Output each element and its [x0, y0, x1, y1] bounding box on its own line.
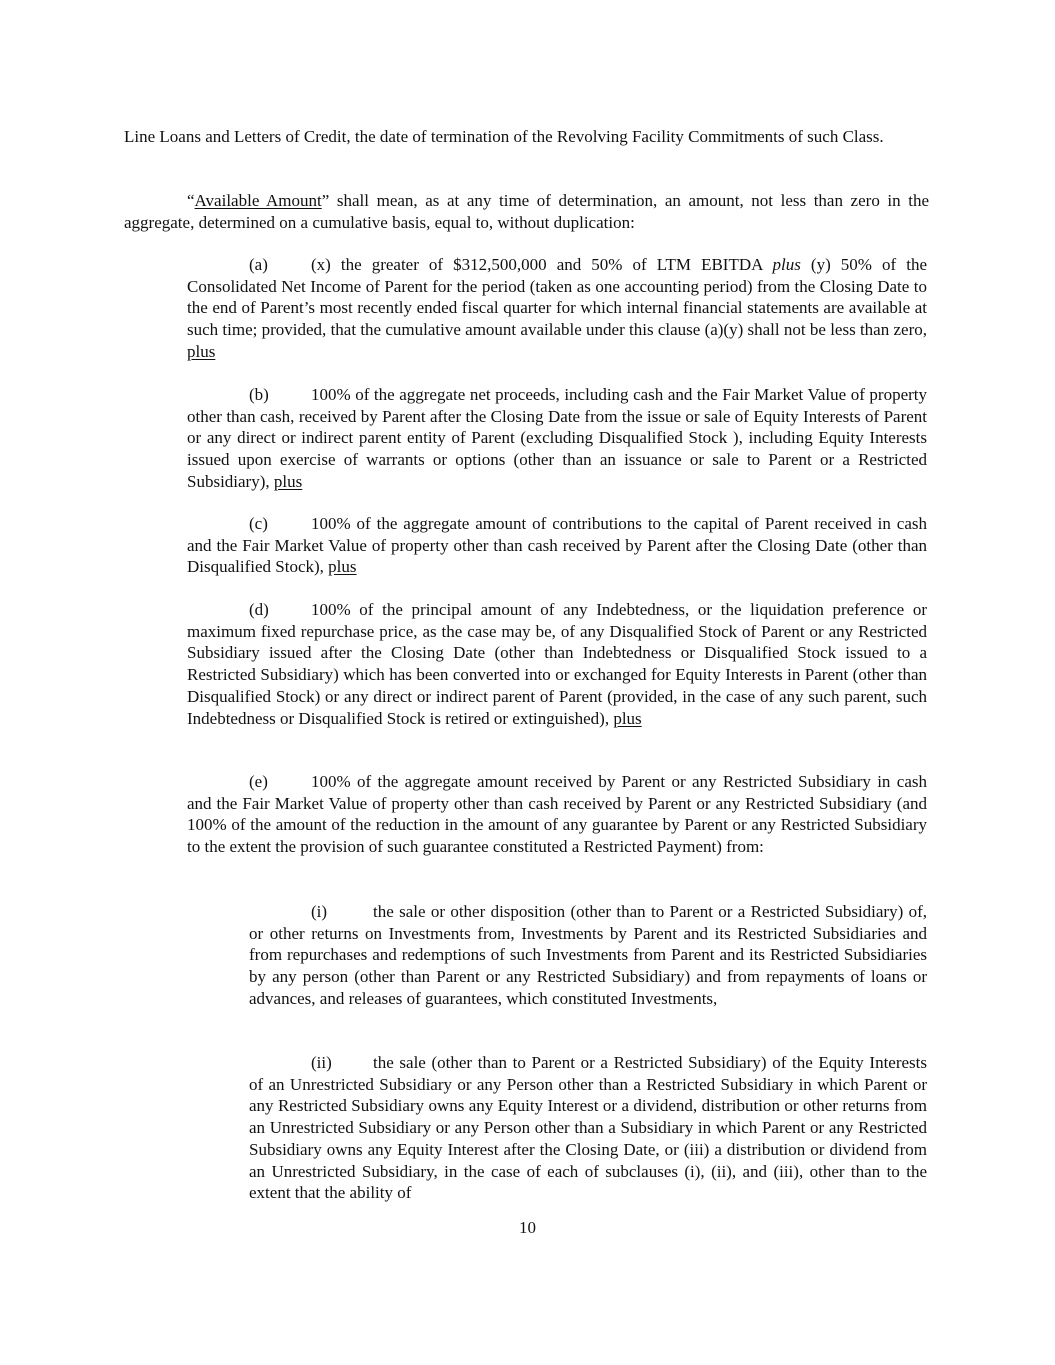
subclause-ii: [249, 1052, 927, 1204]
defined-term: Available Amount: [194, 191, 322, 210]
subclause-i-label: (i): [311, 902, 328, 921]
subclause-i: [249, 901, 927, 1010]
clause-b-text: 100% of the aggregate net proceeds, including cash and the Fair Market Value of property other than cash, received by Parent after the Closing Date from the issue or sale of Equity Interests of Parent or any direct or indirect parent entity of Parent (excluding Disqualified Stock ), including Equity Interests issued upon exercise of warrants or options (other than an issuance or sale to Parent or a Restricted Subsidiary),: [187, 385, 927, 491]
clause-c-plus: plus: [328, 557, 357, 577]
clause-d: [187, 599, 927, 729]
page-number: 10: [519, 1218, 536, 1237]
clause-b-plus: plus: [273, 471, 303, 491]
subclause-ii-label: (ii): [311, 1053, 332, 1072]
definition-text: shall mean, as at any time of determination, an amount, not less than zero in the aggregate, determined on a cumulative basis, equal to, without duplication:: [124, 191, 929, 232]
clause-d-text: 100% of the principal amount of any Indebtedness, or the liquidation preference or maximum fixed repurchase price, as the case may be, of any Disqualified Stock of Parent or any Restricted Subsidiary issued after the Closing Date (other than Indebtedness or Disqualified Stock issued to a Restricted Subsidiary) which has been converted into or exchanged for Equity Interests in Parent (other than Disqualified Stock) or any direct or indirect parent of Parent (provided, in the case of any such parent, such Indebtedness or Disqualified Stock is retired or extinguished),: [187, 600, 927, 728]
clause-a-italic-plus: plus: [772, 255, 801, 274]
clause-a-label: (a): [249, 255, 268, 274]
clause-e-label: (e): [249, 772, 268, 791]
open-quote: “: [187, 191, 195, 210]
clause-b-label: (b): [249, 385, 269, 404]
clause-d-plus: plus: [613, 708, 642, 728]
clause-a: [187, 254, 927, 363]
clause-e-text: 100% of the aggregate amount received by Parent or any Restricted Subsidiary in cash and the Fair Market Value of property other than cash received by Parent or any Restricted Subsidiary (and 100% of the amount of the reduction in the amount of any guarantee by Parent or any Restricted Subsidiary to the extent the provision of such guarantee constituted a Restricted Payment) from:: [187, 772, 927, 857]
clause-d-label: (d): [249, 600, 269, 619]
clause-e: [187, 771, 927, 858]
subclause-i-text: the sale or other disposition (other than to Parent or a Restricted Subsidiary) of, or other returns on Investments from, Investments by Parent and its Restricted Subsidiaries and from repurchases and redemptions of such Investments from Parent and its Restricted Subsidiaries by any person (other than Parent or any Restricted Subsidiary) and from repayments of loans or advances, and releases of guarantees, which constituted Investments,: [249, 902, 927, 1008]
continuation-paragraph: Line Loans and Letters of Credit, the date of termination of the Revolving Facility Commitments of such Class.: [124, 127, 884, 146]
subclause-ii-text: the sale (other than to Parent or a Restricted Subsidiary) of the Equity Interests of an Unrestricted Subsidiary or any Person other than a Restricted Subsidiary in which Parent or any Restricted Subsidiary owns any Equity Interest or a dividend, distribution or other returns from an Unrestricted Subsidiary or any Person other than a Subsidiary in which Parent or any Restricted Subsidiary owns any Equity Interest after the Closing Date, or (iii) a distribution or dividend from an Unrestricted Subsidiary, in the case of each of subclauses (i), (ii), and (iii), other than to the extent that the ability of: [249, 1053, 927, 1203]
clause-a-plus: plus: [187, 341, 216, 361]
clause-a-text-2: (y) 50% of the Consolidated Net Income of Parent for the period (taken as one accounting period) from the Closing Date to the end of Parent’s most recently ended fiscal quarter for which internal financial statements are available at such time; provided, that the cumulative amount available under this clause (a)(y) shall not be less than zero,: [187, 255, 927, 340]
definition-available-amount: [124, 190, 929, 233]
close-quote: ”: [321, 191, 330, 210]
clause-b: [187, 384, 927, 493]
clause-c-label: (c): [249, 514, 268, 533]
clause-c-text: 100% of the aggregate amount of contributions to the capital of Parent received in cash and the Fair Market Value of property other than cash received by Parent after the Closing Date (other than Disqualified Stock),: [187, 514, 927, 577]
clause-a-text-1: (x) the greater of $312,500,000 and 50% of LTM EBITDA: [311, 255, 773, 274]
clause-c: [187, 513, 927, 578]
